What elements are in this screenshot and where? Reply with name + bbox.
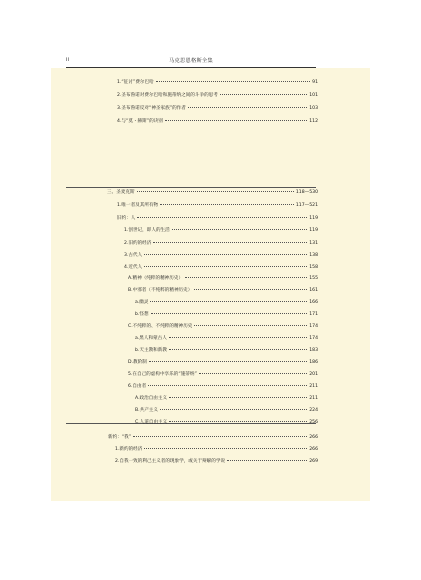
toc-entry-page: 224 [309, 408, 318, 413]
toc-entry-page: 211 [309, 396, 318, 401]
toc-entry-page: 269 [309, 459, 318, 464]
toc-entry-page: 117—521 [295, 203, 318, 208]
dot-leader [156, 81, 310, 82]
toc-entry-title: C.人道自由主义 [135, 420, 168, 425]
dot-leader [185, 277, 307, 278]
toc-entry-title: A.精神（纯粹的精神历史） [128, 276, 184, 281]
toc-entry-title: B.共产主义 [135, 408, 158, 413]
toc-entry-title: 2.自我一致的利己主义者的现象学，或关于辩解的学说 [115, 459, 226, 464]
toc-entry[interactable] [117, 119, 318, 125]
toc-entry[interactable] [108, 435, 318, 441]
toc-entry-page: 171 [309, 312, 318, 317]
dot-leader [165, 120, 307, 121]
toc-entry[interactable] [128, 360, 318, 366]
toc-entry-title: 4.近代人 [124, 265, 143, 270]
dot-leader [137, 217, 307, 218]
toc-entry-page: 158 [309, 265, 318, 270]
toc-entry[interactable] [117, 80, 318, 86]
dot-leader [169, 349, 307, 350]
toc-entry[interactable] [117, 203, 318, 209]
toc-entry[interactable] [135, 420, 318, 426]
toc-entry-title: 1.唯一者及其所有物 [117, 203, 159, 208]
book-title: 马克思恩格斯全集 [169, 58, 213, 64]
dot-leader [169, 421, 307, 422]
toc-entry[interactable] [128, 372, 318, 378]
dot-leader [153, 242, 307, 243]
toc-entry-page: 266 [309, 435, 318, 440]
toc-entry[interactable] [135, 348, 318, 354]
toc-entry[interactable] [117, 93, 318, 99]
toc-entry-title: b.天主教和新教 [135, 348, 167, 353]
toc-entry-page: 186 [309, 360, 318, 365]
dot-leader [227, 460, 307, 461]
toc-entry-page: 101 [309, 93, 318, 98]
toc-entry[interactable] [124, 265, 318, 271]
toc-entry-title: a.幽灵 [135, 300, 149, 305]
dot-leader [199, 373, 307, 374]
toc-entry-title: A.政治自由主义 [135, 396, 168, 401]
toc-entry-page: 161 [309, 288, 318, 293]
toc-entry-title: 1.新约的经济 [115, 447, 143, 452]
toc-entry-page: 155 [309, 276, 318, 281]
toc-entry-page: 103 [309, 106, 318, 111]
toc-entry[interactable] [135, 336, 318, 342]
dot-leader [172, 229, 307, 230]
toc-entry-page: 138 [309, 253, 318, 258]
dot-leader [151, 313, 308, 314]
dot-leader [160, 409, 307, 410]
toc-entry[interactable] [117, 106, 318, 112]
toc-entry[interactable] [128, 384, 318, 390]
dot-leader [150, 301, 307, 302]
dot-leader [144, 254, 307, 255]
dot-leader [144, 266, 307, 267]
toc-entry-title: 1.“征讨”费尔巴哈 [117, 80, 154, 85]
dot-leader [188, 107, 307, 108]
toc-entry[interactable] [128, 276, 318, 282]
toc-entry[interactable] [124, 241, 318, 247]
toc-entry-title: 3.古代人 [124, 253, 143, 258]
toc-entry-title: D.教阶制 [128, 360, 147, 365]
toc-entry-page: 174 [309, 336, 318, 341]
dot-leader [144, 448, 307, 449]
toc-entry-title: C.不纯粹的、不纯粹的精神历史 [128, 324, 193, 329]
toc-entry-title: 旧约：人 [117, 216, 136, 221]
toc-entry-title: a.黑人和蒙古人 [135, 336, 167, 341]
toc-entry[interactable] [124, 228, 318, 234]
toc-entry[interactable] [135, 408, 318, 414]
toc-entry-page: 266 [309, 447, 318, 452]
toc-entry[interactable] [107, 190, 318, 196]
toc-entry-page: 256 [309, 420, 318, 425]
toc-entry[interactable] [135, 396, 318, 402]
toc-entry-page: 183 [309, 348, 318, 353]
dot-leader [133, 436, 307, 437]
toc-entry[interactable] [117, 216, 318, 222]
toc-entry-page: 131 [309, 241, 318, 246]
toc-entry[interactable] [115, 459, 318, 465]
toc-entry-title: b.怪想 [135, 312, 149, 317]
toc-entry-title: 2.旧约的经济 [124, 241, 152, 246]
toc-entry-title: 6.自由者 [128, 384, 147, 389]
toc-entry[interactable] [135, 300, 318, 306]
toc-entry[interactable] [128, 288, 318, 294]
toc-entry[interactable] [128, 324, 318, 330]
dot-leader [148, 385, 307, 386]
toc-entry-page: 112 [309, 119, 318, 124]
toc-entry-title: 5.在自己的虚构中享乐的“施蒂纳” [128, 372, 197, 377]
toc-entry-page: 174 [309, 324, 318, 329]
dot-leader [137, 191, 294, 192]
dot-leader [169, 397, 307, 398]
toc-entry-page: 119 [309, 228, 318, 233]
toc-entry-page: 166 [309, 300, 318, 305]
toc-entry-title: 4.与“莫・赫斯”的诀别 [117, 119, 163, 124]
toc-entry[interactable] [135, 312, 318, 318]
toc-entry-title: 2.圣布鲁诺对费尔巴哈和施蒂纳之间的斗争的思考 [117, 93, 218, 98]
toc-entry-title: 1.创世记，即人的生活 [124, 228, 170, 233]
toc-entry-title: 新约：“我” [108, 435, 132, 440]
dot-leader [160, 204, 294, 205]
toc-entry[interactable] [115, 447, 318, 453]
toc-entry-page: 118—530 [295, 190, 318, 195]
toc-entry-page: 211 [309, 384, 318, 389]
toc-entry-page: 201 [309, 372, 318, 377]
toc-entry-title: B.中邪者（不纯粹的精神历史） [128, 288, 193, 293]
dot-leader [220, 94, 307, 95]
toc-entry[interactable] [124, 253, 318, 259]
toc-entry-title: 3.圣布鲁诺反对“神圣家族”的作者 [117, 106, 186, 111]
dot-leader [149, 361, 307, 362]
toc-entry-title: 三、圣麦克斯 [107, 190, 135, 195]
dot-leader [169, 337, 307, 338]
page-number: ii [66, 57, 69, 63]
dot-leader [194, 325, 307, 326]
dot-leader [194, 289, 307, 290]
toc-entry-page: 119 [309, 216, 318, 221]
toc-entry-page: 91 [312, 80, 318, 85]
